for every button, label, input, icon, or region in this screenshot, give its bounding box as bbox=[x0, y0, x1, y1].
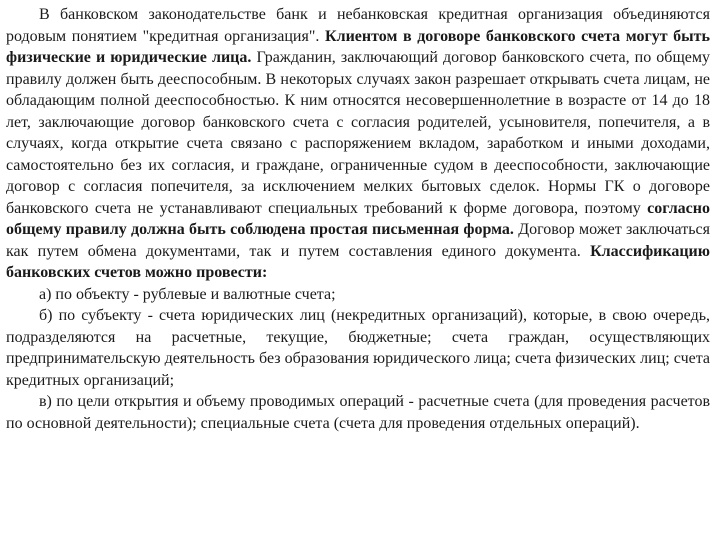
intro-text-1: В банковском законодательстве банк и небанковская кредитная организация объединяются родовым понятием "кредитная организация". bbox=[6, 6, 710, 45]
list-item-object: а) по объекту - рублевые и валютные счета; bbox=[39, 285, 336, 303]
intro-paragraph bbox=[6, 4, 710, 284]
intro-bold-clients: Клиентом в договоре банковского счета могут быть физические и юридические лица. bbox=[6, 27, 710, 66]
document-page bbox=[6, 4, 710, 434]
intro-bold-form: согласно общему правилу должна быть соблюдена простая письменная форма. bbox=[6, 199, 710, 238]
list-item-purpose: в) по цели открытия и объему проводимых операций - расчетные счета (для проведения расчетов по основной деятельности); специальные счета (счета для проведения отдельных операций). bbox=[6, 393, 710, 432]
intro-text-2: Гражданин, заключающий договор банковского счета, по общему правилу должен быть дееспособным. В некоторых случаях закон разрешает открывать счета лицам, не обладающим полной дееспособностью. К ним относятся несовершеннолетние в возрасте от 14 до 18 лет, заключающие договор банковского счета с согласия родителей, усыновителя, попечителя, а в случаях, когда открытие счета связано с распоряжением вкладом, заработком и иными доходами, самостоятельно без их согласия, и граждане, ограниченные судом в дееспособности, заключающие договор с согласия попечителя, за исключением мелких бытовых сделок. Нормы ГК о договоре банковского счета не устанавливают специальных требований к форме договора, поэтому bbox=[6, 49, 710, 217]
intro-text-3: Договор может заключаться как путем обмена документами, так и путем составления единого документа. bbox=[6, 221, 710, 260]
intro-bold-classification: Классификацию банковских счетов можно провести: bbox=[6, 242, 710, 281]
list-item-subject: б) по субъекту - счета юридических лиц (некредитных организаций), которые, в свою очередь, подразделяются на расчетные, текущие, бюджетные; счета граждан, осуществляющих предпринимательскую деятельность без образования юридического лица; счета физических лиц; счета кредитных организаций; bbox=[6, 307, 710, 389]
